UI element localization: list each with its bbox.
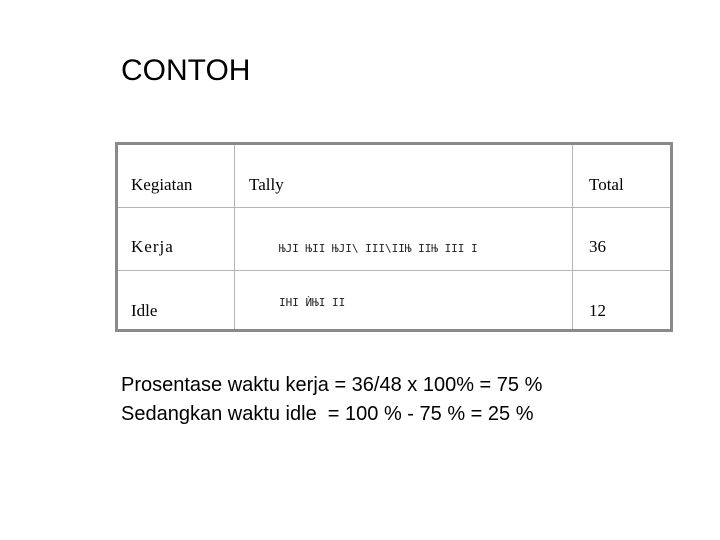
row-idle-total: 12 [589, 301, 606, 320]
row-idle-tally: ІНІ ЍЊІ ІІ [279, 296, 346, 309]
header-kegiatan: Kegiatan [131, 175, 193, 194]
row-divider [118, 207, 670, 208]
row-kerja-tally: ЊЈІ ЊІІ ЊЈІ\ ІІІ\ІІЊ ІІЊ ІІІ І [279, 242, 478, 255]
summary-line-kerja: Prosentase waktu kerja = 36/48 x 100% = 75 % [121, 374, 543, 396]
row-kerja-total: 36 [589, 237, 606, 256]
column-divider [572, 145, 573, 329]
tally-table [115, 142, 673, 332]
header-tally: Tally [249, 175, 284, 194]
row-idle-kegiatan: Idle [131, 301, 158, 320]
header-total: Total [589, 175, 624, 194]
slide-title: CONTOH [121, 54, 251, 87]
row-divider [118, 270, 670, 271]
summary-line-idle: Sedangkan waktu idle = 100 % - 75 % = 25 % [121, 403, 534, 425]
column-divider [234, 145, 235, 329]
row-kerja-kegiatan: Kerja [131, 237, 174, 256]
